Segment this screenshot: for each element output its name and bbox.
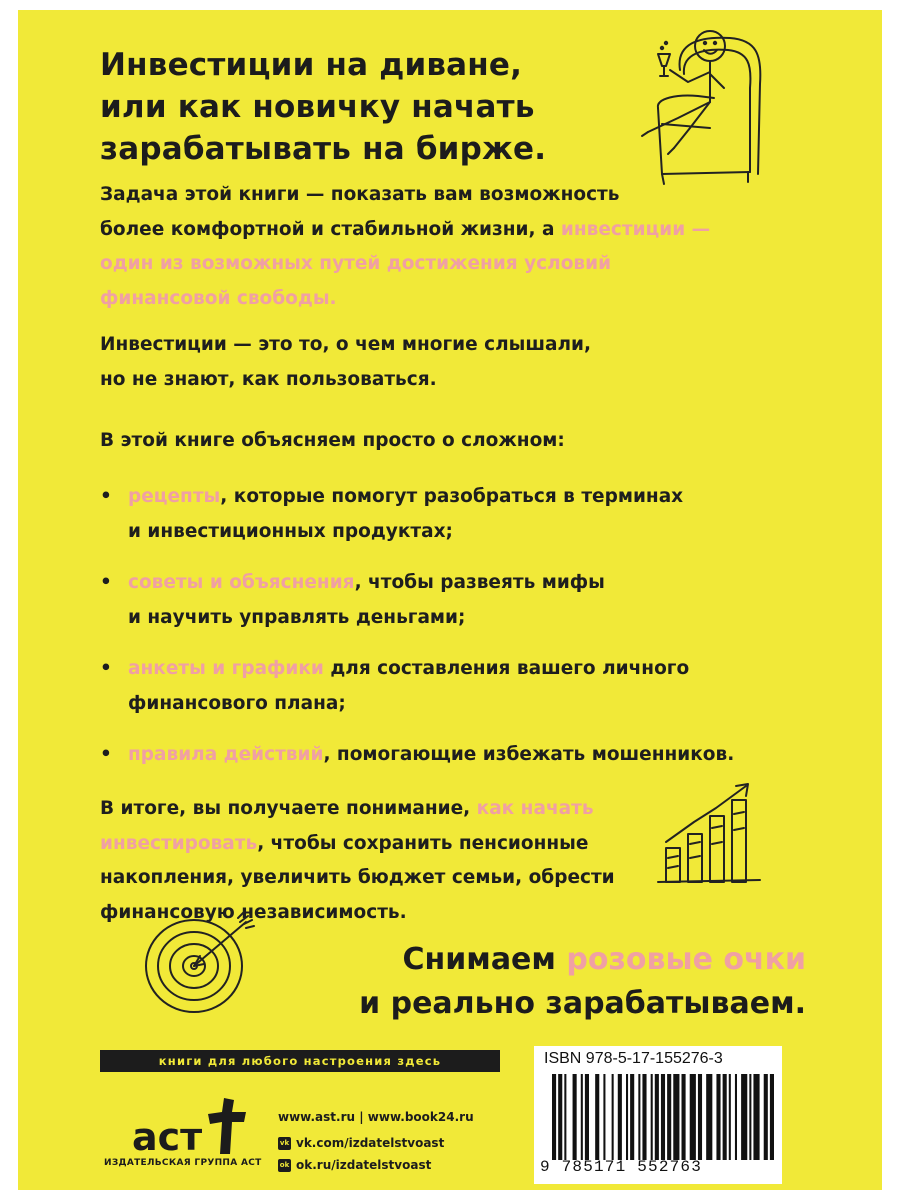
bullet-2-accent: советы и объяснения	[128, 572, 355, 593]
book-back-cover	[18, 10, 882, 1190]
barcode-bar	[741, 1074, 747, 1160]
publisher-imprint: ИЗДАТЕЛЬСКАЯ ГРУППА АСТ	[104, 1158, 262, 1168]
slogan	[359, 938, 806, 1026]
barcode-bar	[729, 1074, 731, 1160]
p4-line-2	[100, 827, 615, 862]
bullet-dot: •	[100, 572, 112, 593]
publisher-sites[interactable]: www.ast.ru | www.book24.ru	[278, 1110, 474, 1124]
barcode-bar	[690, 1074, 696, 1160]
p2-line-2: но не знают, как пользоваться.	[100, 368, 437, 390]
barcode-bar	[698, 1074, 702, 1160]
barcode-bar	[638, 1074, 640, 1160]
bullet-4-accent: правила действий	[128, 744, 324, 765]
bullet-item-2	[100, 566, 760, 635]
p4-line-1	[100, 792, 615, 827]
barcode-bar	[603, 1074, 605, 1160]
p4-line-3: накопления, увеличить бюджет семьи, обрести	[100, 867, 615, 888]
vk-link[interactable]	[278, 1132, 474, 1154]
barcode-bar	[558, 1074, 562, 1160]
slogan-accent-pink-glasses: розовые очки	[566, 942, 806, 977]
ast-logo-text: аст	[132, 1115, 203, 1159]
p4-line-1-text: В итоге, вы получаете понимание,	[100, 798, 477, 819]
intro-accent-investments: инвестиции —	[560, 218, 711, 240]
barcode-bar	[753, 1074, 759, 1160]
barcode-bar	[764, 1074, 768, 1160]
book-title	[100, 44, 546, 170]
p4-line-2-text: , чтобы сохранить пенсионные	[257, 832, 589, 854]
barcode-bar	[573, 1074, 577, 1160]
isbn-digits: 9 785171 552763	[540, 1158, 703, 1176]
barcode-bar	[723, 1074, 727, 1160]
barcode-bar	[673, 1074, 679, 1160]
bullet-item-1	[100, 480, 760, 549]
intro-line-2	[100, 213, 710, 248]
publisher-links	[278, 1106, 474, 1176]
barcode-bar	[770, 1074, 774, 1160]
barcode-bar	[630, 1074, 634, 1160]
man-in-armchair-illustration	[618, 24, 768, 184]
intro-paragraph	[100, 178, 710, 316]
vk-link-text: vk.com/izdatelstvoast	[296, 1136, 445, 1150]
p4-accent-invest: инвестировать	[100, 832, 258, 854]
barcode-bar	[585, 1074, 589, 1160]
bullet-3-text: для составления вашего личного	[323, 658, 690, 679]
title-line-2: или как новичку начать	[100, 89, 535, 125]
series-band: книги для любого настроения здесь	[100, 1050, 500, 1072]
barcode-bar	[735, 1074, 737, 1160]
ok-link[interactable]	[278, 1154, 474, 1176]
slogan-line-1	[359, 938, 806, 982]
bullet-4-text: , помогающие избежать мошенников.	[323, 744, 735, 765]
barcode-bar	[667, 1074, 671, 1160]
title-line-1: Инвестиции на диване,	[100, 47, 523, 83]
barcode-bar	[612, 1074, 614, 1160]
bullet-dot: •	[100, 658, 112, 679]
barcode-bar	[706, 1074, 712, 1160]
bullet-2-line-2: и научить управлять деньгами;	[128, 606, 466, 628]
p4-line-4: финансовую независимость.	[100, 901, 407, 923]
bullet-3-accent: анкеты и графики	[128, 658, 324, 679]
title-line-3: зарабатывать на бирже.	[100, 131, 547, 167]
isbn-block	[534, 1046, 782, 1184]
barcode-bar	[716, 1074, 720, 1160]
barcode-bar	[618, 1074, 622, 1160]
bullet-3-line-2: финансового плана;	[128, 692, 346, 714]
barcode-bar	[564, 1074, 566, 1160]
vk-icon: vk	[278, 1137, 291, 1150]
growth-chart-illustration	[654, 778, 764, 888]
intro-line-4: финансовой свободы.	[100, 287, 337, 309]
barcode-bar	[682, 1074, 686, 1160]
bullet-dot: •	[100, 744, 112, 765]
paragraph-investments	[100, 328, 591, 397]
intro-line-2-text: более комфортной и стабильной жизни, а	[100, 218, 561, 240]
barcode-bar	[626, 1074, 628, 1160]
ok-icon: ok	[278, 1159, 291, 1172]
slogan-line-1-text: Снимаем	[402, 942, 567, 977]
barcode-bar	[552, 1074, 556, 1160]
paragraph-book-explains	[100, 424, 565, 459]
bullet-1-accent: рецепты	[128, 486, 221, 507]
bullet-item-3	[100, 652, 760, 721]
isbn-label: ISBN 978-5-17-155276-3	[544, 1050, 723, 1067]
bullet-1-text: , которые помогут разобраться в терминах	[220, 486, 684, 507]
ok-link-text: ok.ru/izdatelstvoast	[296, 1158, 432, 1172]
bullet-2-text: , чтобы развеять мифы	[354, 572, 605, 593]
bullet-1-line-2: и инвестиционных продуктах;	[128, 520, 453, 542]
bullet-item-4	[100, 738, 760, 773]
barcode-bar	[595, 1074, 599, 1160]
slogan-line-2: и реально зарабатываем.	[359, 986, 806, 1021]
barcode-bar	[651, 1074, 653, 1160]
barcode-bar	[655, 1074, 659, 1160]
barcode-bar	[749, 1074, 751, 1160]
p3-line-1: В этой книге объясняем просто о сложном:	[100, 430, 565, 451]
p4-accent-how-to-start: как начать	[476, 798, 594, 819]
intro-line-1: Задача этой книги — показать вам возможность	[100, 184, 620, 205]
bullet-dot: •	[100, 486, 112, 507]
barcode	[552, 1074, 774, 1160]
p2-line-1: Инвестиции — это то, о чем многие слышали,	[100, 334, 592, 355]
target-arrow-illustration	[140, 910, 270, 1020]
intro-line-3: один из возможных путей достижения условий	[100, 253, 612, 274]
barcode-bar	[581, 1074, 583, 1160]
barcode-bar	[661, 1074, 665, 1160]
barcode-bar	[642, 1074, 646, 1160]
ast-logo	[122, 1094, 262, 1164]
